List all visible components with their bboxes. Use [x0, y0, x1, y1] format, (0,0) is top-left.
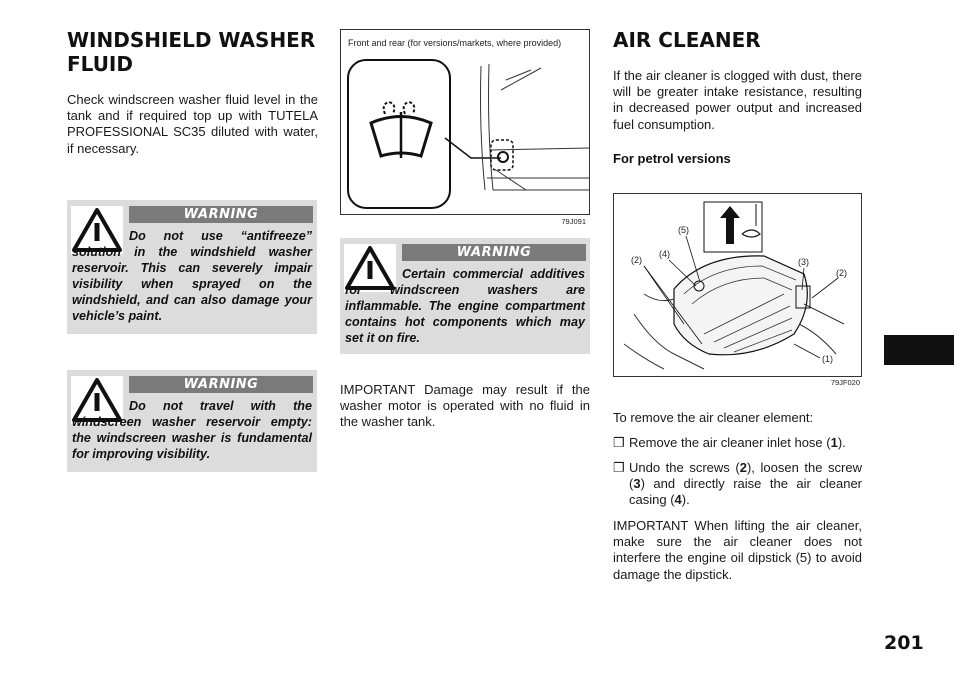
page-number: 201 [884, 632, 924, 654]
step-item [613, 460, 862, 510]
figure-code: 79J091 [561, 217, 586, 226]
figure-label: (2) [836, 268, 847, 278]
figure-label: (5) [678, 225, 689, 235]
step-number: 3 [633, 476, 641, 492]
washer-body-text: Check windscreen washer fluid level in the tank and if required top up with TUTELA PROFESSIONAL SC35 diluted with water, if necessary. [67, 92, 318, 156]
step-text-part: ) and directly raise the air cleaner casing ( [629, 476, 862, 508]
figure-label: (1) [822, 354, 833, 364]
important-air-cleaner-note: IMPORTANT When lifting the air cleaner, make sure the air cleaner does not interfere the engine oil dipstick (5) to avoid damage the dipstick. [613, 518, 862, 582]
title-line-2: FLUID [67, 52, 133, 76]
warning-text: Do not use “antifreeze” solution in the windshield washer reservoir. This can severely impair visibility when sprayed on the windshield, and can also damage your vehicle’s paint. [72, 229, 312, 323]
figure-caption: Front and rear (for versions/markets, where provided) [348, 38, 562, 48]
step-number: 1 [830, 435, 838, 450]
checkbox-bullet-icon: ❒ [613, 435, 625, 450]
washer-reservoir-illustration [341, 30, 591, 216]
air-cleaner-intro: If the air cleaner is clogged with dust, there will be greater intake resistance, resulting in decreased power output and increased fuel consumption. [613, 68, 862, 132]
warning-box-empty-reservoir [67, 370, 317, 472]
step-number: 2 [739, 460, 747, 475]
warning-text: Certain commercial additives for windscreen washers are inflammable. The engine compartment contains hot components which may set it on fire. [345, 267, 585, 345]
step-text-part: Undo the screws ( [629, 460, 740, 475]
washer-figure [340, 29, 590, 226]
step-text [629, 435, 862, 451]
warning-label: WARNING [129, 206, 313, 223]
chapter-tab-marker [884, 335, 954, 365]
step-number: 4 [674, 492, 682, 508]
step-text-part: Remove the air cleaner inlet hose ( [629, 435, 831, 450]
step-text-part: ). [837, 435, 846, 450]
figure-code: 79JF020 [830, 378, 860, 387]
figure-label: (4) [659, 249, 670, 259]
figure-label: (2) [631, 255, 642, 265]
air-cleaner-figure [613, 193, 862, 387]
step-text-part: ), loosen the screw ( [629, 460, 863, 492]
warning-label: WARNING [402, 244, 586, 261]
warning-box-antifreeze [67, 200, 317, 334]
step-item [613, 435, 862, 453]
section-title-air-cleaner: AIR CLEANER [613, 28, 761, 52]
petrol-versions-subhead: For petrol versions [613, 151, 731, 166]
warning-box-additives [340, 238, 590, 354]
section-title-washer [67, 28, 327, 76]
important-washer-note: IMPORTANT Damage may result if the washer motor is operated with no fluid in the washer tank. [340, 382, 590, 430]
warning-text: Do not travel with the windscreen washer reservoir empty: the windscreen washer is fundamental for improving visibility. [72, 399, 312, 461]
title-line-1: WINDSHIELD WASHER [67, 28, 316, 52]
checkbox-bullet-icon: ❒ [613, 460, 625, 475]
step-text [629, 460, 862, 509]
step-text-part: ). [681, 492, 690, 508]
figure-label: (3) [798, 257, 809, 267]
remove-intro: To remove the air cleaner element: [613, 410, 814, 425]
air-cleaner-illustration [614, 194, 863, 378]
warning-label: WARNING [129, 376, 313, 393]
